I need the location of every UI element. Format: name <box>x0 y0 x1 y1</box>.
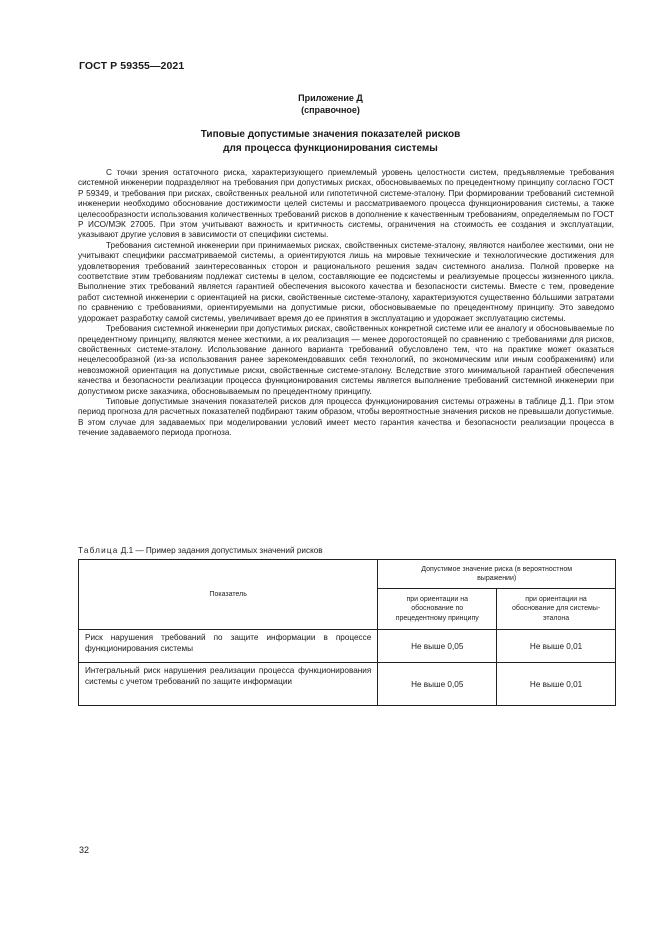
paragraph: С точки зрения остаточного риска, характеризующего приемлемый уровень целостности систем, предъявляемые требования системной инженерии подразделяют на требования при допустимых рисках, обосновываемых по прецедентному принципу согласно ГОСТ Р 59349, и требования при рисках, свойственных реальной или гипотетичной системе-эталону. При формировании требований системной инженерии необходимо обоснование достижимости целей системы и рассматриваемого процесса функционирования системы, а также целесообразности использования количественных требований рисков в дополнение к качественным требованиям, определяемым по ГОСТ Р ИСО/МЭК 27005. При этом учитывают важность и критичность системы, ограничения на стоимость ее создания и эксплуатации, указывают другие условия в зависимости от специфики системы. <box>78 168 614 240</box>
row-indicator: Риск нарушения требований по защите информации в процессе функционирования системы <box>79 630 378 663</box>
appendix-type: (справочное) <box>301 105 360 115</box>
paragraph: Требования системной инженерии при допустимых рисках, свойственных конкретной системе или ее аналогу и обосновываемые по прецедентному принципу, являются менее жесткими, а их реализация — менее дорогостоящей по сравнению с требованиями для рисков, свойственных системе-эталону. Использование данного варианта требований обусловлено тем, что на практике может оказаться нецелесообразной (из-за использования ранее зарекомендовавших себя технологий, по экономическим или иным соображениям) или невозможной ориентация на допустимые риски, свойственные системе-эталону. Вследствие этого минимальной гарантией обеспечения качества и безопасности реализации процесса функционирования системы является выполнение требований системной инженерии при допустимом риске заказчика, обосновываемым по прецедентному принципу. <box>78 324 614 396</box>
row-precedent-value: Не выше 0,05 <box>378 663 497 706</box>
table-caption <box>78 545 323 556</box>
document-standard-id: ГОСТ Р 59355—2021 <box>79 60 185 72</box>
row-reference-value: Не выше 0,01 <box>497 630 616 663</box>
section-title <box>0 128 661 156</box>
table-header-row <box>79 560 616 589</box>
title-line-1: Типовые допустимые значения показателей рисков <box>200 129 461 140</box>
table-row <box>79 663 616 706</box>
header-allowed-value: Допустимое значение риска (в вероятностном выражении) <box>378 560 616 589</box>
paragraph: Требования системной инженерии при принимаемых рисках, свойственных системе-эталону, являются наиболее жесткими, они не учитывают специфики рассматриваемой системы, а ориентируются лишь на мировые технические и технологические достижения для удовлетворения требований заинтересованных сторон и рационального решения задач системного анализа. Полной проверке на соответствие этим требованиям подлежат системы в целом, составляющие ее подсистемы и реализуемые процессы жизненного цикла. Выполнение этих требований является гарантией обеспечения высокого качества и безопасности системы. Вместе с тем, проведение работ системной инженерии с ориентацией на риски, свойственные системе-эталону, характеризуются существенно бо́льшими затратами по сравнению с требованиями, ориентируемыми на допустимые риски, обосновываемые по прецедентному принципу. Это заведомо удорожает разработку самой системы, увеличивает время до ее принятия в эксплуатацию и удорожает эксплуатацию системы. <box>78 240 614 323</box>
header-indicator: Показатель <box>79 560 378 630</box>
table-caption-label: Таблица <box>78 546 119 555</box>
title-line-2: для процесса функционирования системы <box>223 143 438 154</box>
header-reference: при ориентации на обоснование для системы-эталона <box>497 589 616 630</box>
table-row <box>79 630 616 663</box>
appendix-label: Приложение Д <box>298 93 363 103</box>
appendix-heading <box>0 92 661 116</box>
body-text <box>78 168 614 439</box>
paragraph: Типовые допустимые значения показателей рисков для процесса функционирования системы отражены в таблице Д.1. При этом период прогноза для расчетных показателей подбирают таким образом, чтобы вероятностные значения рисков не превышали допустимые. В этом случае для задаваемых при моделировании условий имеет место гарантия качества и безопасности реализации процесса в течение задаваемого периода прогноза. <box>78 396 614 438</box>
risk-values-table <box>78 559 616 706</box>
row-precedent-value: Не выше 0,05 <box>378 630 497 663</box>
page-number: 32 <box>79 845 90 855</box>
table-caption-text: Д.1 — Пример задания допустимых значений рисков <box>120 546 323 555</box>
row-reference-value: Не выше 0,01 <box>497 663 616 706</box>
row-indicator: Интегральный риск нарушения реализации процесса функционирования системы с учетом требований по защите информации <box>79 663 378 706</box>
header-precedent: при ориентации на обоснование по прецедентному принципу <box>378 589 497 630</box>
